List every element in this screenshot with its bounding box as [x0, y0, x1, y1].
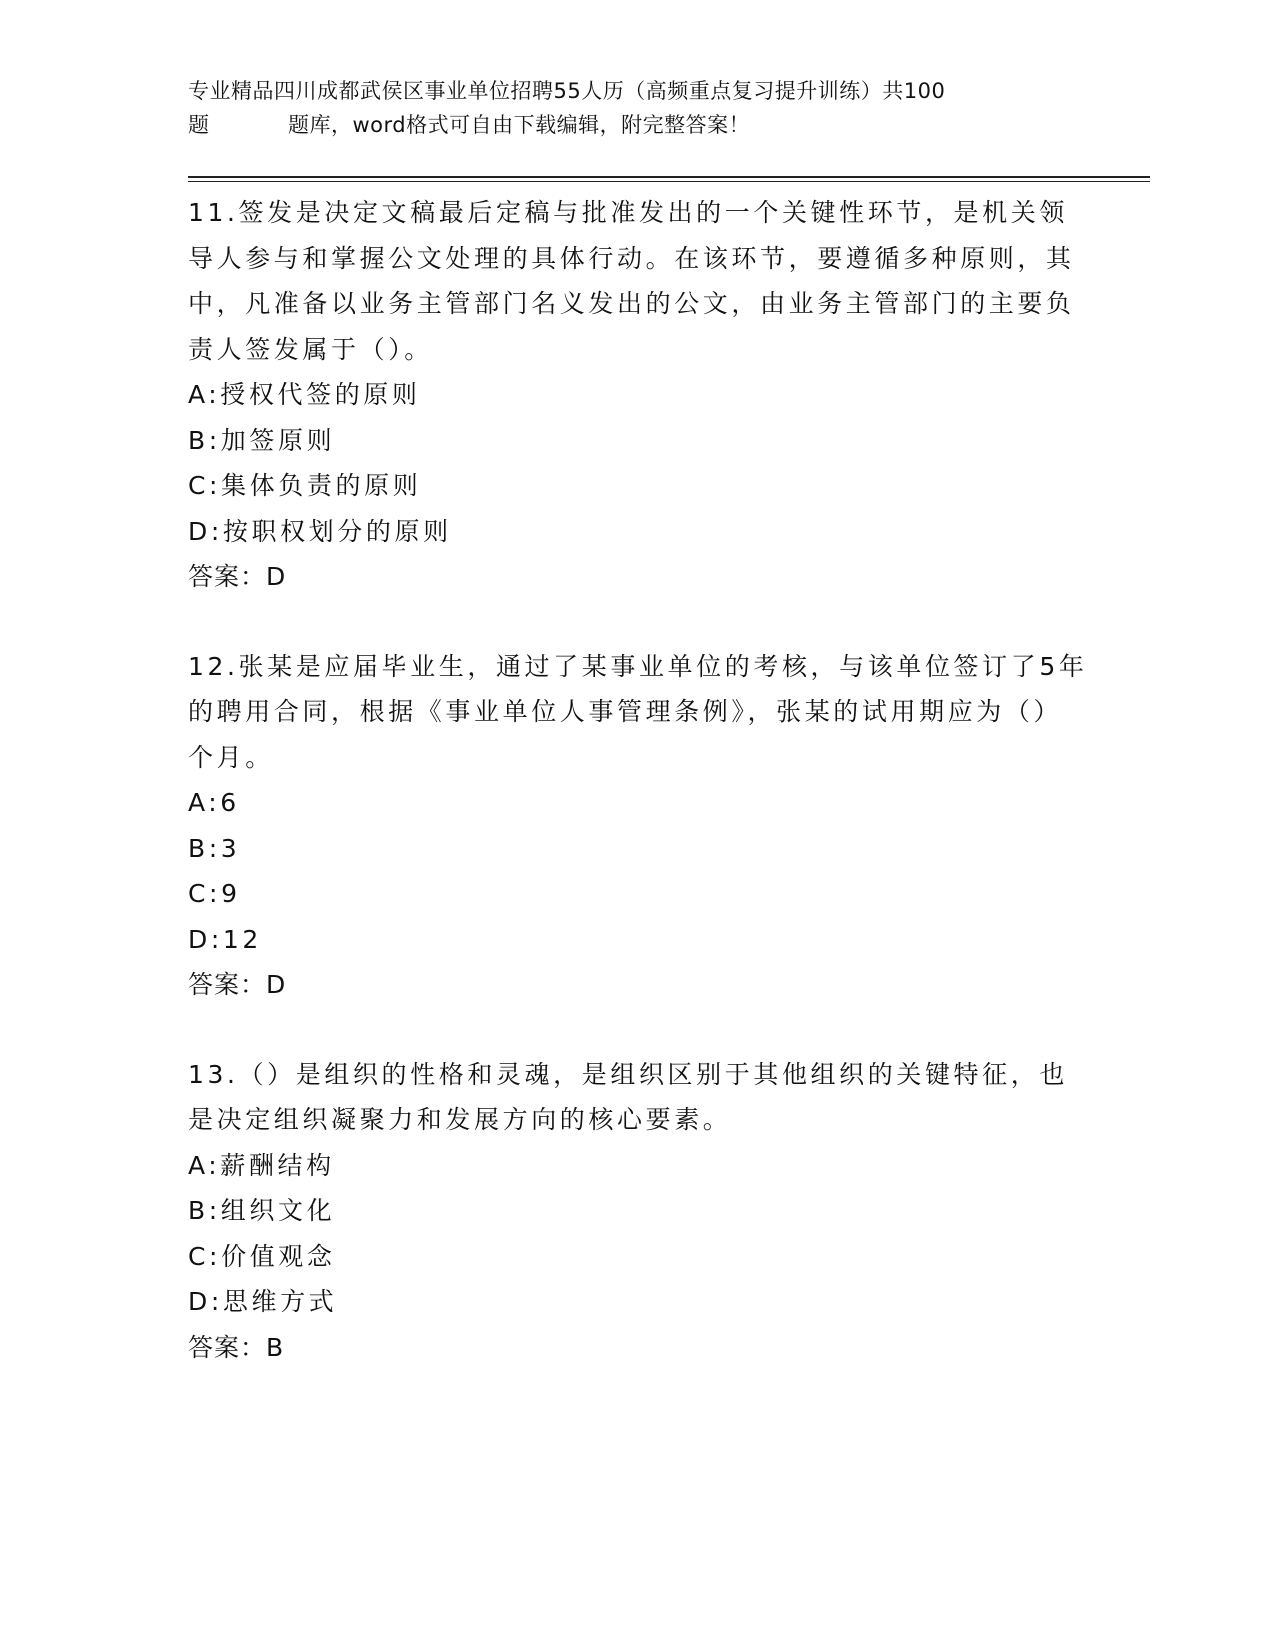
option-key: A:: [188, 380, 221, 409]
option-key: B:: [188, 425, 221, 455]
option-c: [188, 463, 1088, 509]
answer-value: D: [266, 562, 287, 591]
option-key: A:: [188, 788, 221, 817]
option-text: 集体负责的原则: [221, 471, 422, 500]
answer-value: B: [266, 1332, 285, 1362]
header-title-line2-left: 题: [188, 113, 210, 137]
answer-line: [188, 1325, 1088, 1371]
question-13: [188, 1052, 1088, 1371]
option-key: D:: [188, 516, 223, 546]
option-d: [188, 1279, 1088, 1325]
answer-line: [188, 962, 1088, 1008]
option-text: 思维方式: [222, 1287, 338, 1316]
option-key: D:: [188, 1287, 223, 1316]
option-key: B:: [188, 833, 221, 863]
header-divider-thick: [188, 176, 1150, 178]
option-b: [188, 1188, 1088, 1234]
option-text: 价值观念: [221, 1241, 336, 1271]
header-title-line2: [188, 108, 1088, 142]
answer-line: [188, 554, 1088, 600]
option-text: 6: [220, 788, 240, 817]
option-text: 授权代签的原则: [220, 380, 421, 409]
question-text: 13.（）是组织的性格和灵魂，是组织区别于其他组织的关键特征，也是决定组织凝聚力和发展方向的核心要素。: [188, 1059, 1068, 1134]
option-text: 组织文化: [220, 1196, 336, 1225]
option-a: [188, 1143, 1088, 1189]
option-c: [188, 1234, 1088, 1280]
option-key: C:: [188, 879, 222, 908]
option-a: [188, 780, 1088, 826]
option-c: [188, 871, 1088, 917]
option-d: [188, 509, 1088, 555]
question-11: [188, 190, 1088, 600]
document-header: [188, 74, 1088, 142]
option-d: [188, 917, 1088, 963]
option-a: [188, 372, 1088, 418]
question-text: 12.张某是应届毕业生，通过了某事业单位的考核，与该单位签订了5年的聘用合同，根据《事业单位人事管理条例》，张某的试用期应为（）个月。: [188, 651, 1088, 772]
option-text: 9: [221, 879, 241, 908]
option-b: [188, 418, 1088, 464]
question-12: [188, 644, 1088, 1008]
option-key: C:: [188, 471, 222, 500]
header-title-line1: 专业精品四川成都武侯区事业单位招聘55人历（高频重点复习提升训练）共100: [188, 79, 946, 103]
question-list: [188, 190, 1088, 1414]
option-key: B:: [188, 1196, 221, 1225]
option-key: C:: [188, 1241, 222, 1271]
option-text: 加签原则: [220, 425, 336, 455]
answer-label: 答案：: [188, 562, 267, 591]
option-key: D:: [188, 924, 223, 954]
option-key: A:: [188, 1150, 221, 1180]
option-text: 按职权划分的原则: [222, 516, 452, 546]
answer-label: 答案：: [188, 970, 267, 999]
header-divider-thin: [188, 181, 1150, 182]
option-text: 12: [222, 924, 262, 954]
answer-label: 答案：: [188, 1332, 267, 1362]
answer-value: D: [266, 970, 287, 999]
question-text: 11.签发是决定文稿最后定稿与批准发出的一个关键性环节，是机关领导人参与和掌握公文处理的具体行动。在该环节，要遵循多种原则，其中，凡准备以业务主管部门名义发出的公文，由业务主管部门的主要负责人签发属于（）。: [188, 198, 1075, 364]
header-title-line2-right: 题库，word格式可自由下载编辑，附完整答案！: [288, 113, 751, 137]
option-b: [188, 826, 1088, 872]
option-text: 3: [220, 833, 241, 863]
option-text: 薪酬结构: [220, 1150, 335, 1180]
